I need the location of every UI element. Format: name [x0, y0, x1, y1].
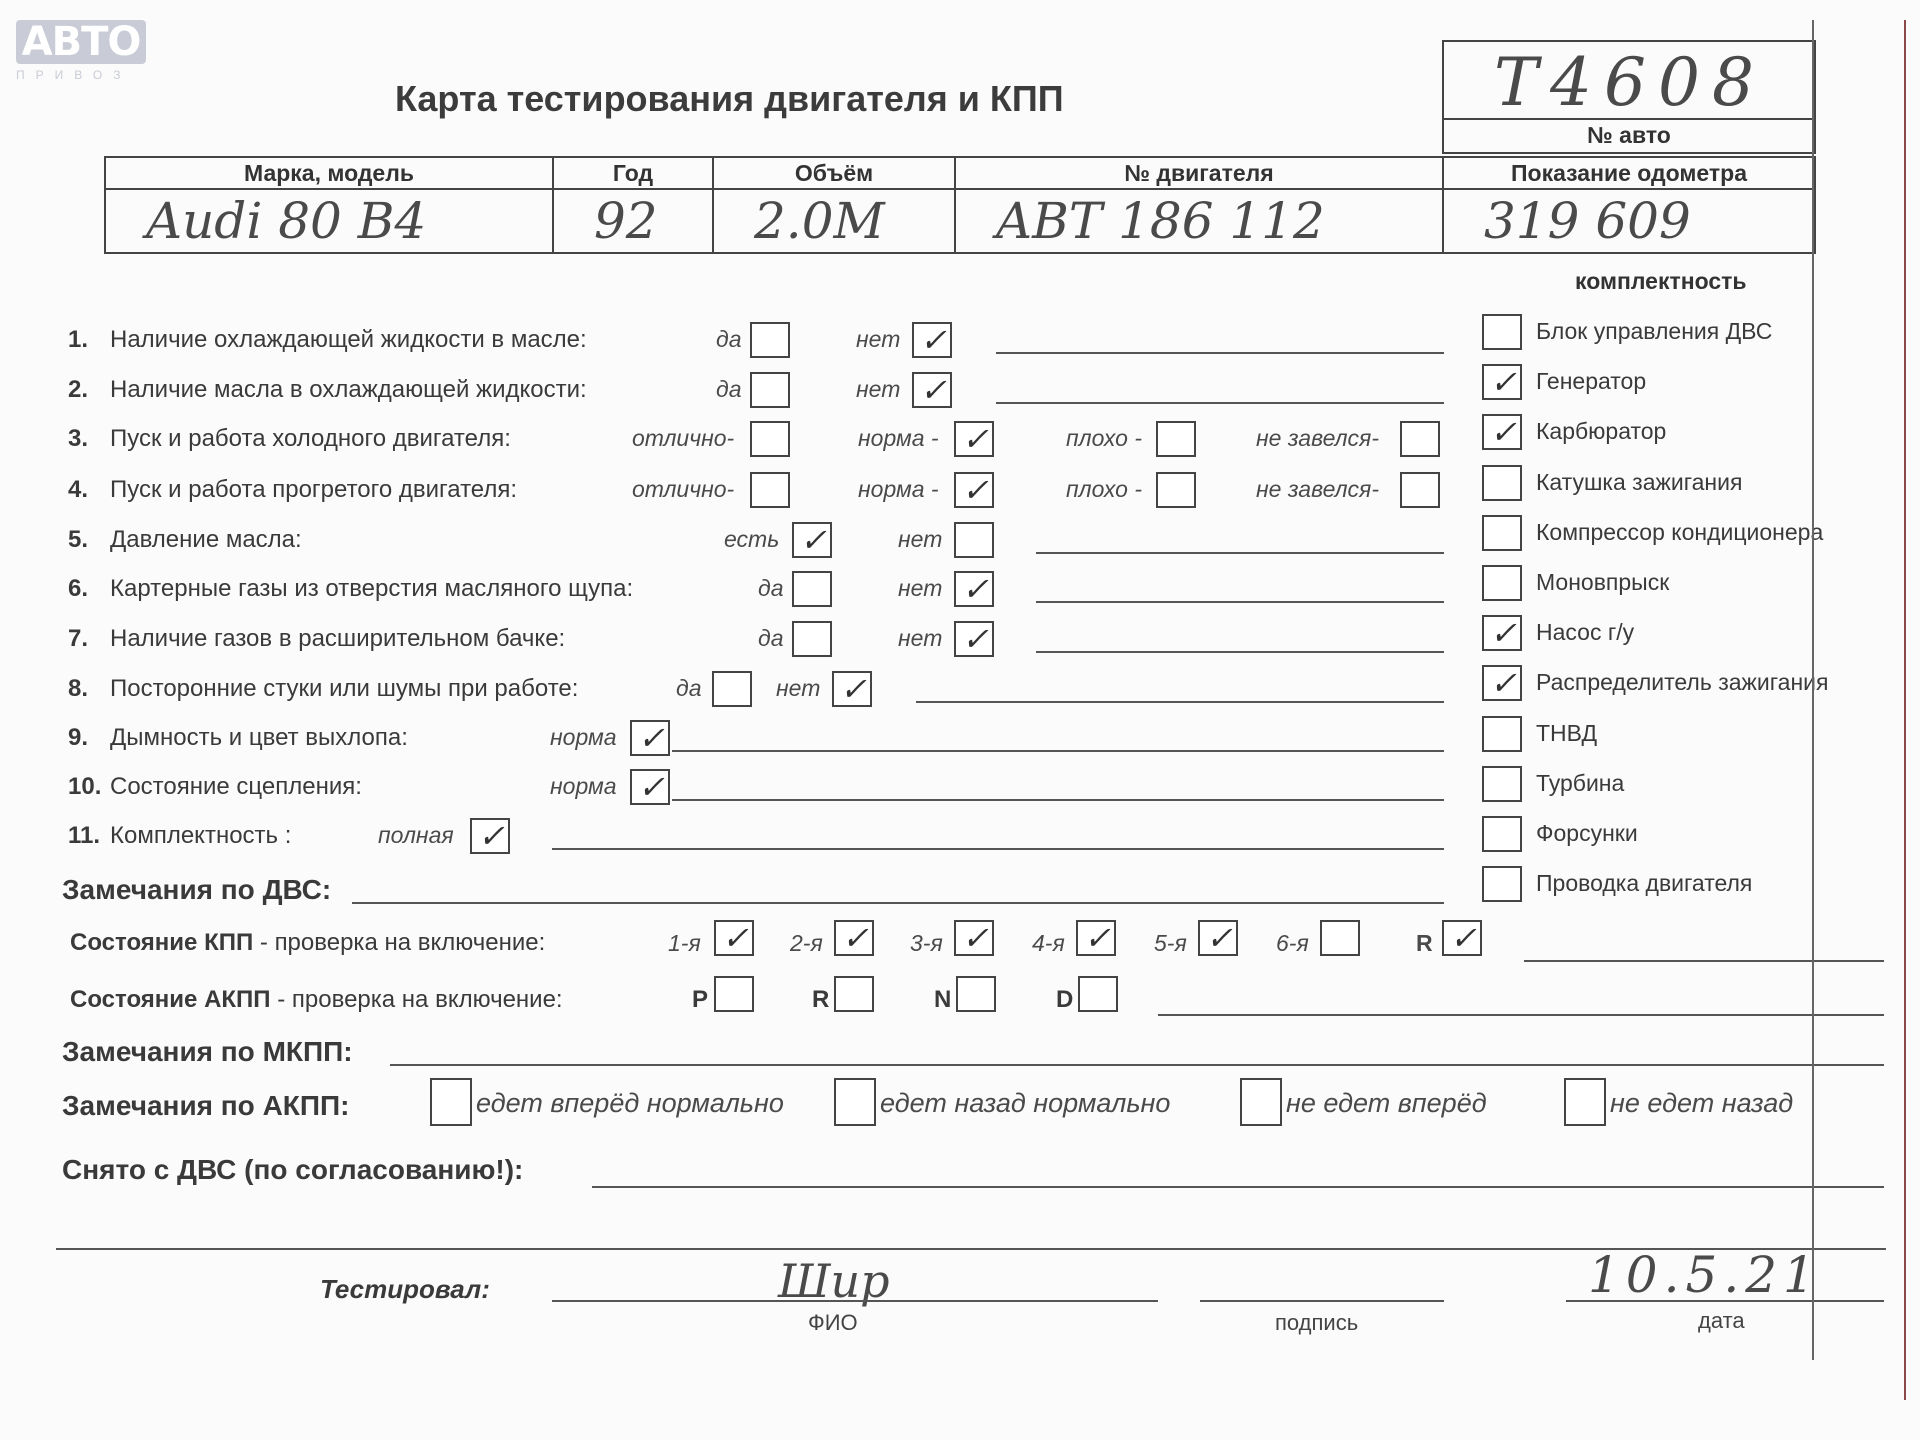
date-caption: дата: [1698, 1308, 1745, 1333]
kit-checkbox-9[interactable]: [1482, 766, 1522, 802]
question-4-checkbox-0[interactable]: [750, 472, 790, 508]
question-9-option-0: норма: [550, 724, 617, 750]
remarks-mkpp-label: Замечания по МКПП:: [62, 1036, 353, 1067]
logo-subtitle: ПРИВОЗ: [16, 68, 132, 82]
akpp-gear-checkbox-1[interactable]: [834, 976, 874, 1012]
car-number-label: № авто: [1587, 122, 1671, 148]
kpp-gear-checkbox-6-mark: ✓: [1450, 919, 1477, 957]
question-4-checkbox-1[interactable]: [954, 472, 994, 508]
kit-item-label-3: Катушка зажигания: [1536, 469, 1743, 495]
question-10-checkbox-0[interactable]: [630, 769, 670, 805]
question-5-checkbox-1[interactable]: [954, 522, 994, 558]
kit-checkbox-6[interactable]: [1482, 615, 1522, 651]
question-text-11: Комплектность :: [110, 822, 292, 849]
akpp-gear-checkbox-0[interactable]: [714, 976, 754, 1012]
question-1-checkbox-1-mark: ✓: [920, 321, 947, 359]
signature-caption: подпись: [1275, 1310, 1359, 1335]
question-9-checkbox-0[interactable]: [630, 720, 670, 756]
kit-title: комплектность: [1575, 268, 1747, 294]
question-text-3: Пуск и работа холодного двигателя:: [110, 425, 511, 452]
akpp-remark-checkbox-0[interactable]: [430, 1078, 472, 1126]
col-volume: Объём: [713, 157, 955, 189]
kit-checkbox-7[interactable]: [1482, 665, 1522, 701]
fio-caption: ФИО: [808, 1310, 858, 1335]
question-7-option-1: нет: [898, 625, 943, 651]
question-number-3: 3.: [68, 425, 89, 452]
value-year: 92: [553, 189, 713, 253]
question-number-5: 5.: [68, 526, 89, 553]
question-8-checkbox-1[interactable]: [832, 671, 872, 707]
kit-item-label-2: Карбюратор: [1536, 418, 1667, 444]
kit-item-label-11: Проводка двигателя: [1536, 870, 1753, 896]
kit-checkbox-2[interactable]: [1482, 414, 1522, 450]
kpp-label: [70, 929, 545, 957]
question-number-6: 6.: [68, 575, 89, 602]
akpp-label-bold: Состояние АКПП: [70, 986, 271, 1013]
question-7-option-0: да: [758, 625, 784, 651]
question-8-option-0: да: [676, 675, 702, 701]
kpp-gear-checkbox-1-mark: ✓: [842, 919, 869, 957]
kit-item-label-5: Моновпрыск: [1536, 569, 1670, 595]
question-4-option-3: не завелся-: [1256, 476, 1380, 502]
remarks-akpp-label: Замечания по АКПП:: [62, 1090, 350, 1121]
kit-checkbox-2-mark: ✓: [1490, 413, 1517, 451]
kit-item-label-7: Распределитель зажигания: [1536, 669, 1829, 695]
question-number-10: 10.: [68, 773, 102, 800]
col-odometer: Показание одометра: [1443, 157, 1815, 189]
removed-label: Снято с ДВС (по согласованию!):: [62, 1154, 524, 1185]
akpp-remark-checkbox-2[interactable]: [1240, 1078, 1282, 1126]
question-text-2: Наличие масла в охлаждающей жидкости:: [110, 376, 587, 403]
akpp-remark-label-2: не едет вперёд: [1286, 1088, 1487, 1118]
question-3-checkbox-1-mark: ✓: [962, 420, 989, 458]
kpp-gear-checkbox-2[interactable]: [954, 920, 994, 956]
fio-line: [552, 1300, 1158, 1302]
remarks-mkpp-line: [390, 1064, 1884, 1066]
kpp-gear-label-4: 5-я: [1154, 930, 1187, 956]
tester-signature: Шир: [778, 1254, 890, 1308]
akpp-remark-checkbox-1[interactable]: [834, 1078, 876, 1126]
kpp-gear-label-3: 4-я: [1032, 930, 1065, 956]
kpp-label-bold: Состояние КПП: [70, 929, 254, 956]
value-engine-number: ABT 186 112: [955, 189, 1443, 253]
question-7-answer-line: [1036, 651, 1444, 653]
akpp-gear-checkbox-3[interactable]: [1078, 976, 1118, 1012]
akpp-remark-label-1: едет назад нормально: [880, 1088, 1171, 1118]
kpp-gear-checkbox-4[interactable]: [1198, 920, 1238, 956]
question-7-checkbox-1[interactable]: [954, 621, 994, 657]
kit-checkbox-11[interactable]: [1482, 866, 1522, 902]
kpp-gear-checkbox-5[interactable]: [1320, 920, 1360, 956]
kit-checkbox-7-mark: ✓: [1490, 664, 1517, 702]
remarks-dvs-line: [352, 902, 1444, 904]
question-5-option-0: есть: [724, 526, 780, 552]
value-make-model: Audi 80 B4: [105, 189, 553, 253]
question-2-checkbox-0[interactable]: [750, 372, 790, 408]
question-text-1: Наличие охлаждающей жидкости в масле:: [110, 326, 587, 353]
kit-item-label-1: Генератор: [1536, 368, 1647, 394]
question-text-8: Посторонние стуки или шумы при работе:: [110, 675, 579, 702]
akpp-gear-label-0: P: [692, 986, 709, 1013]
car-number-box: [1442, 40, 1816, 154]
question-9-checkbox-0-mark: ✓: [638, 719, 665, 757]
vehicle-info-table: [104, 156, 1816, 254]
question-text-10: Состояние сцепления:: [110, 773, 362, 800]
question-2-option-0: да: [716, 376, 742, 402]
date-line: [1566, 1300, 1884, 1302]
question-1-option-1: нет: [856, 326, 901, 352]
kpp-gear-label-2: 3-я: [910, 930, 943, 956]
kit-checkbox-3[interactable]: [1482, 465, 1522, 501]
kpp-gear-checkbox-0-mark: ✓: [722, 919, 749, 957]
kit-item-label-6: Насос г/у: [1536, 619, 1635, 645]
question-5-option-1: нет: [898, 526, 943, 552]
logo: АВТО: [16, 20, 146, 64]
kpp-gear-checkbox-6[interactable]: [1442, 920, 1482, 956]
question-number-7: 7.: [68, 625, 89, 652]
value-volume: 2.0M: [713, 189, 955, 253]
removed-line: [592, 1186, 1884, 1188]
kit-checkbox-8[interactable]: [1482, 716, 1522, 752]
kit-item-label-9: Турбина: [1536, 770, 1625, 796]
akpp-gear-label-2: N: [934, 986, 952, 1013]
kpp-gear-checkbox-4-mark: ✓: [1206, 919, 1233, 957]
tested-label: Тестировал:: [320, 1274, 490, 1304]
question-6-option-0: да: [758, 575, 784, 601]
col-make-model: Марка, модель: [105, 157, 553, 189]
right-edge-line-1: [1812, 20, 1814, 1360]
question-8-checkbox-0[interactable]: [712, 671, 752, 707]
question-2-checkbox-1-mark: ✓: [920, 371, 947, 409]
question-3-checkbox-3[interactable]: [1400, 421, 1440, 457]
akpp-remark-label-0: едет вперёд нормально: [476, 1088, 784, 1118]
question-3-checkbox-2[interactable]: [1156, 421, 1196, 457]
kit-checkbox-4[interactable]: [1482, 515, 1522, 551]
question-11-option-0: полная: [378, 822, 454, 848]
kit-checkbox-10[interactable]: [1482, 816, 1522, 852]
question-10-option-0: норма: [550, 773, 617, 799]
question-number-11: 11.: [68, 822, 101, 849]
question-4-checkbox-2[interactable]: [1156, 472, 1196, 508]
question-5-checkbox-0[interactable]: [792, 522, 832, 558]
question-3-checkbox-0[interactable]: [750, 421, 790, 457]
question-3-checkbox-1[interactable]: [954, 421, 994, 457]
akpp-remark-label-3: не едет назад: [1610, 1088, 1794, 1118]
kit-checkbox-1[interactable]: [1482, 364, 1522, 400]
kit-item-label-4: Компрессор кондиционера: [1536, 519, 1824, 545]
kpp-label-rest: - проверка на включение:: [253, 929, 546, 956]
kpp-gear-label-5: 6-я: [1276, 930, 1309, 956]
kpp-gear-checkbox-3-mark: ✓: [1084, 919, 1111, 957]
question-2-checkbox-1[interactable]: [912, 372, 952, 408]
question-text-9: Дымность и цвет выхлопа:: [110, 724, 408, 751]
akpp-gear-label-1: R: [812, 986, 830, 1013]
akpp-line: [1158, 1014, 1884, 1016]
question-7-checkbox-1-mark: ✓: [962, 620, 989, 658]
akpp-remark-checkbox-3[interactable]: [1564, 1078, 1606, 1126]
car-number-value: T4608: [1494, 44, 1766, 121]
car-number-divider: [1444, 118, 1814, 120]
question-10-checkbox-0-mark: ✓: [638, 768, 665, 806]
question-6-checkbox-1-mark: ✓: [962, 570, 989, 608]
question-10-answer-line: [672, 799, 1444, 801]
question-1-checkbox-1[interactable]: [912, 322, 952, 358]
kpp-gear-checkbox-3[interactable]: [1076, 920, 1116, 956]
question-9-answer-line: [672, 750, 1444, 752]
question-text-6: Картерные газы из отверстия масляного щупа:: [110, 575, 634, 602]
question-6-option-1: нет: [898, 575, 943, 601]
question-number-4: 4.: [68, 476, 89, 503]
akpp-label: [70, 986, 563, 1014]
question-6-answer-line: [1036, 601, 1444, 603]
kit-item-label-0: Блок управления ДВС: [1536, 318, 1773, 344]
akpp-gear-label-3: D: [1056, 986, 1074, 1013]
value-odometer: 319 609: [1443, 189, 1815, 253]
page-title: Карта тестирования двигателя и КПП: [395, 78, 1064, 119]
question-3-option-2: плохо -: [1066, 425, 1142, 451]
col-year: Год: [553, 157, 713, 189]
signature-line: [1200, 1300, 1444, 1302]
date-value: 10.5.21: [1588, 1246, 1821, 1304]
question-4-checkbox-1-mark: ✓: [962, 471, 989, 509]
question-11-checkbox-0[interactable]: [470, 818, 510, 854]
kit-checkbox-6-mark: ✓: [1490, 614, 1517, 652]
question-4-option-2: плохо -: [1066, 476, 1142, 502]
question-8-checkbox-1-mark: ✓: [840, 670, 867, 708]
question-8-option-1: нет: [776, 675, 821, 701]
question-4-option-0: отлично-: [632, 476, 735, 502]
akpp-gear-checkbox-2[interactable]: [956, 976, 996, 1012]
kpp-gear-checkbox-2-mark: ✓: [962, 919, 989, 957]
question-4-option-1: норма -: [858, 476, 939, 502]
question-number-9: 9.: [68, 724, 89, 751]
kit-item-label-10: Форсунки: [1536, 820, 1638, 846]
question-3-option-1: норма -: [858, 425, 939, 451]
kpp-gear-label-1: 2-я: [790, 930, 823, 956]
kpp-gear-label-6: R: [1416, 930, 1433, 956]
question-11-answer-line: [552, 848, 1444, 850]
right-edge-line-2: [1904, 20, 1906, 1400]
question-6-checkbox-0[interactable]: [792, 571, 832, 607]
akpp-label-rest: - проверка на включение:: [270, 986, 563, 1013]
question-1-checkbox-0[interactable]: [750, 322, 790, 358]
question-5-answer-line: [1036, 552, 1444, 554]
kpp-line: [1524, 960, 1884, 962]
question-11-checkbox-0-mark: ✓: [478, 817, 505, 855]
question-number-8: 8.: [68, 675, 89, 702]
question-8-answer-line: [916, 701, 1444, 703]
question-3-option-3: не завелся-: [1256, 425, 1380, 451]
question-1-option-0: да: [716, 326, 742, 352]
question-6-checkbox-1[interactable]: [954, 571, 994, 607]
question-1-answer-line: [996, 352, 1444, 354]
question-3-option-0: отлично-: [632, 425, 735, 451]
question-2-option-1: нет: [856, 376, 901, 402]
kpp-gear-checkbox-1[interactable]: [834, 920, 874, 956]
question-2-answer-line: [996, 402, 1444, 404]
question-5-checkbox-0-mark: ✓: [800, 521, 827, 559]
question-4-checkbox-3[interactable]: [1400, 472, 1440, 508]
kpp-gear-checkbox-0[interactable]: [714, 920, 754, 956]
col-engine-number: № двигателя: [955, 157, 1443, 189]
question-text-4: Пуск и работа прогретого двигателя:: [110, 476, 518, 503]
kpp-gear-label-0: 1-я: [668, 930, 701, 956]
kit-checkbox-1-mark: ✓: [1490, 363, 1517, 401]
question-number-1: 1.: [68, 326, 89, 353]
kit-item-label-8: ТНВД: [1536, 720, 1598, 746]
question-text-5: Давление масла:: [110, 526, 302, 553]
question-number-2: 2.: [68, 376, 89, 403]
question-text-7: Наличие газов в расширительном бачке:: [110, 625, 566, 652]
question-7-checkbox-0[interactable]: [792, 621, 832, 657]
kit-checkbox-0[interactable]: [1482, 314, 1522, 350]
remarks-dvs-label: Замечания по ДВС:: [62, 874, 332, 905]
kit-checkbox-5[interactable]: [1482, 565, 1522, 601]
